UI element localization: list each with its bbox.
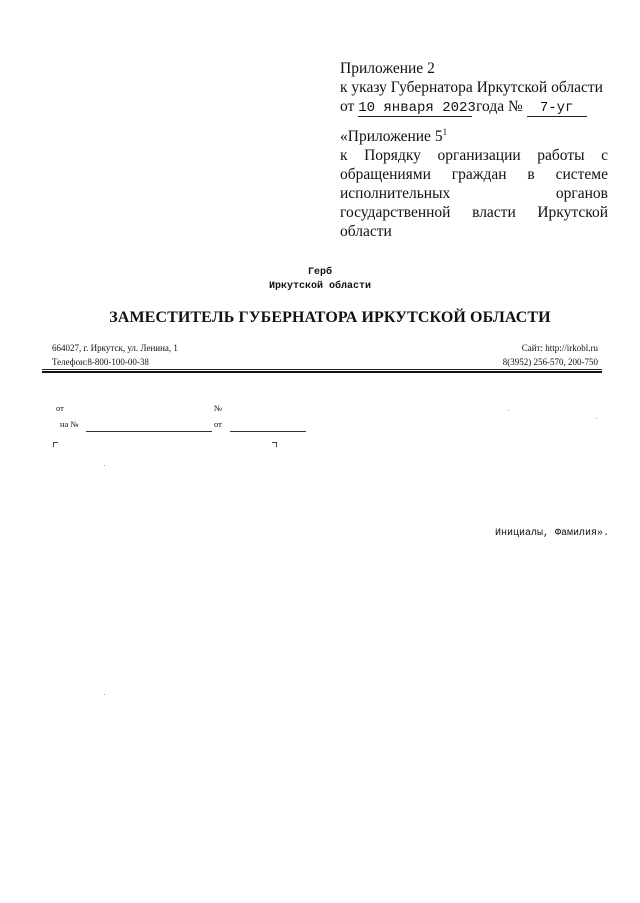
letterhead-address-block	[52, 342, 178, 369]
header-rule-thin	[42, 369, 602, 370]
appendix-from-label: от	[340, 98, 355, 115]
appendix5-line-3: исполнительных органов	[340, 185, 608, 202]
appendix5-heading-sup: 1	[442, 127, 448, 137]
appendix-date-field: 10 января 2023	[358, 100, 476, 116]
emblem-line-2: Иркутской области	[268, 281, 372, 292]
emblem-caption	[0, 266, 640, 294]
signature-line: Инициалы, Фамилия».	[494, 528, 609, 539]
appendix5-block	[340, 127, 608, 241]
appendix-year-label: года №	[476, 98, 523, 115]
scan-speck	[508, 410, 509, 411]
letterhead-address: 664027, г. Иркутск, ул. Ленина, 1	[52, 343, 178, 353]
scan-speck	[596, 418, 597, 419]
appendix-decree-ref: к указу Губернатора Иркутской области	[340, 79, 603, 96]
appendix-date-line	[340, 97, 608, 117]
letterhead-site: Сайт: http://irkobl.ru	[521, 343, 598, 353]
scan-speck	[104, 694, 105, 695]
letterhead-phone: Телефон:8-800-100-00-38	[52, 356, 149, 367]
appendix5-line-5: области	[340, 223, 392, 240]
appendix-block	[340, 59, 608, 117]
letterhead-phones: 8(3952) 256-570, 200-750	[502, 356, 598, 367]
letterhead-contacts-block	[503, 342, 598, 369]
appendix-number-field: 7-уг	[527, 101, 587, 117]
appendix5-heading	[340, 127, 608, 146]
address-corner-right	[272, 442, 277, 447]
appendix5-line-4: государственной власти Иркутской	[340, 204, 608, 221]
header-rule-thick	[42, 371, 602, 373]
form-ref-from-label: от	[214, 419, 222, 429]
form-ref-label: на №	[60, 419, 79, 429]
appendix5-line-2: обращениями граждан в системе	[340, 166, 608, 183]
address-corner-left	[53, 442, 58, 447]
form-ref-number-line	[86, 431, 212, 432]
appendix5-heading-text: «Приложение 5	[340, 128, 443, 145]
appendix5-line-1: к Порядку организации работы с	[340, 147, 608, 164]
form-ref-date-line	[230, 431, 306, 432]
scan-speck	[104, 465, 105, 466]
form-number-label: №	[214, 403, 223, 413]
form-from-label: от	[56, 403, 64, 413]
appendix-title: Приложение 2	[340, 60, 435, 77]
emblem-line-1: Герб	[307, 267, 332, 278]
letterhead-title: ЗАМЕСТИТЕЛЬ ГУБЕРНАТОРА ИРКУТСКОЙ ОБЛАСТИ	[109, 309, 551, 326]
